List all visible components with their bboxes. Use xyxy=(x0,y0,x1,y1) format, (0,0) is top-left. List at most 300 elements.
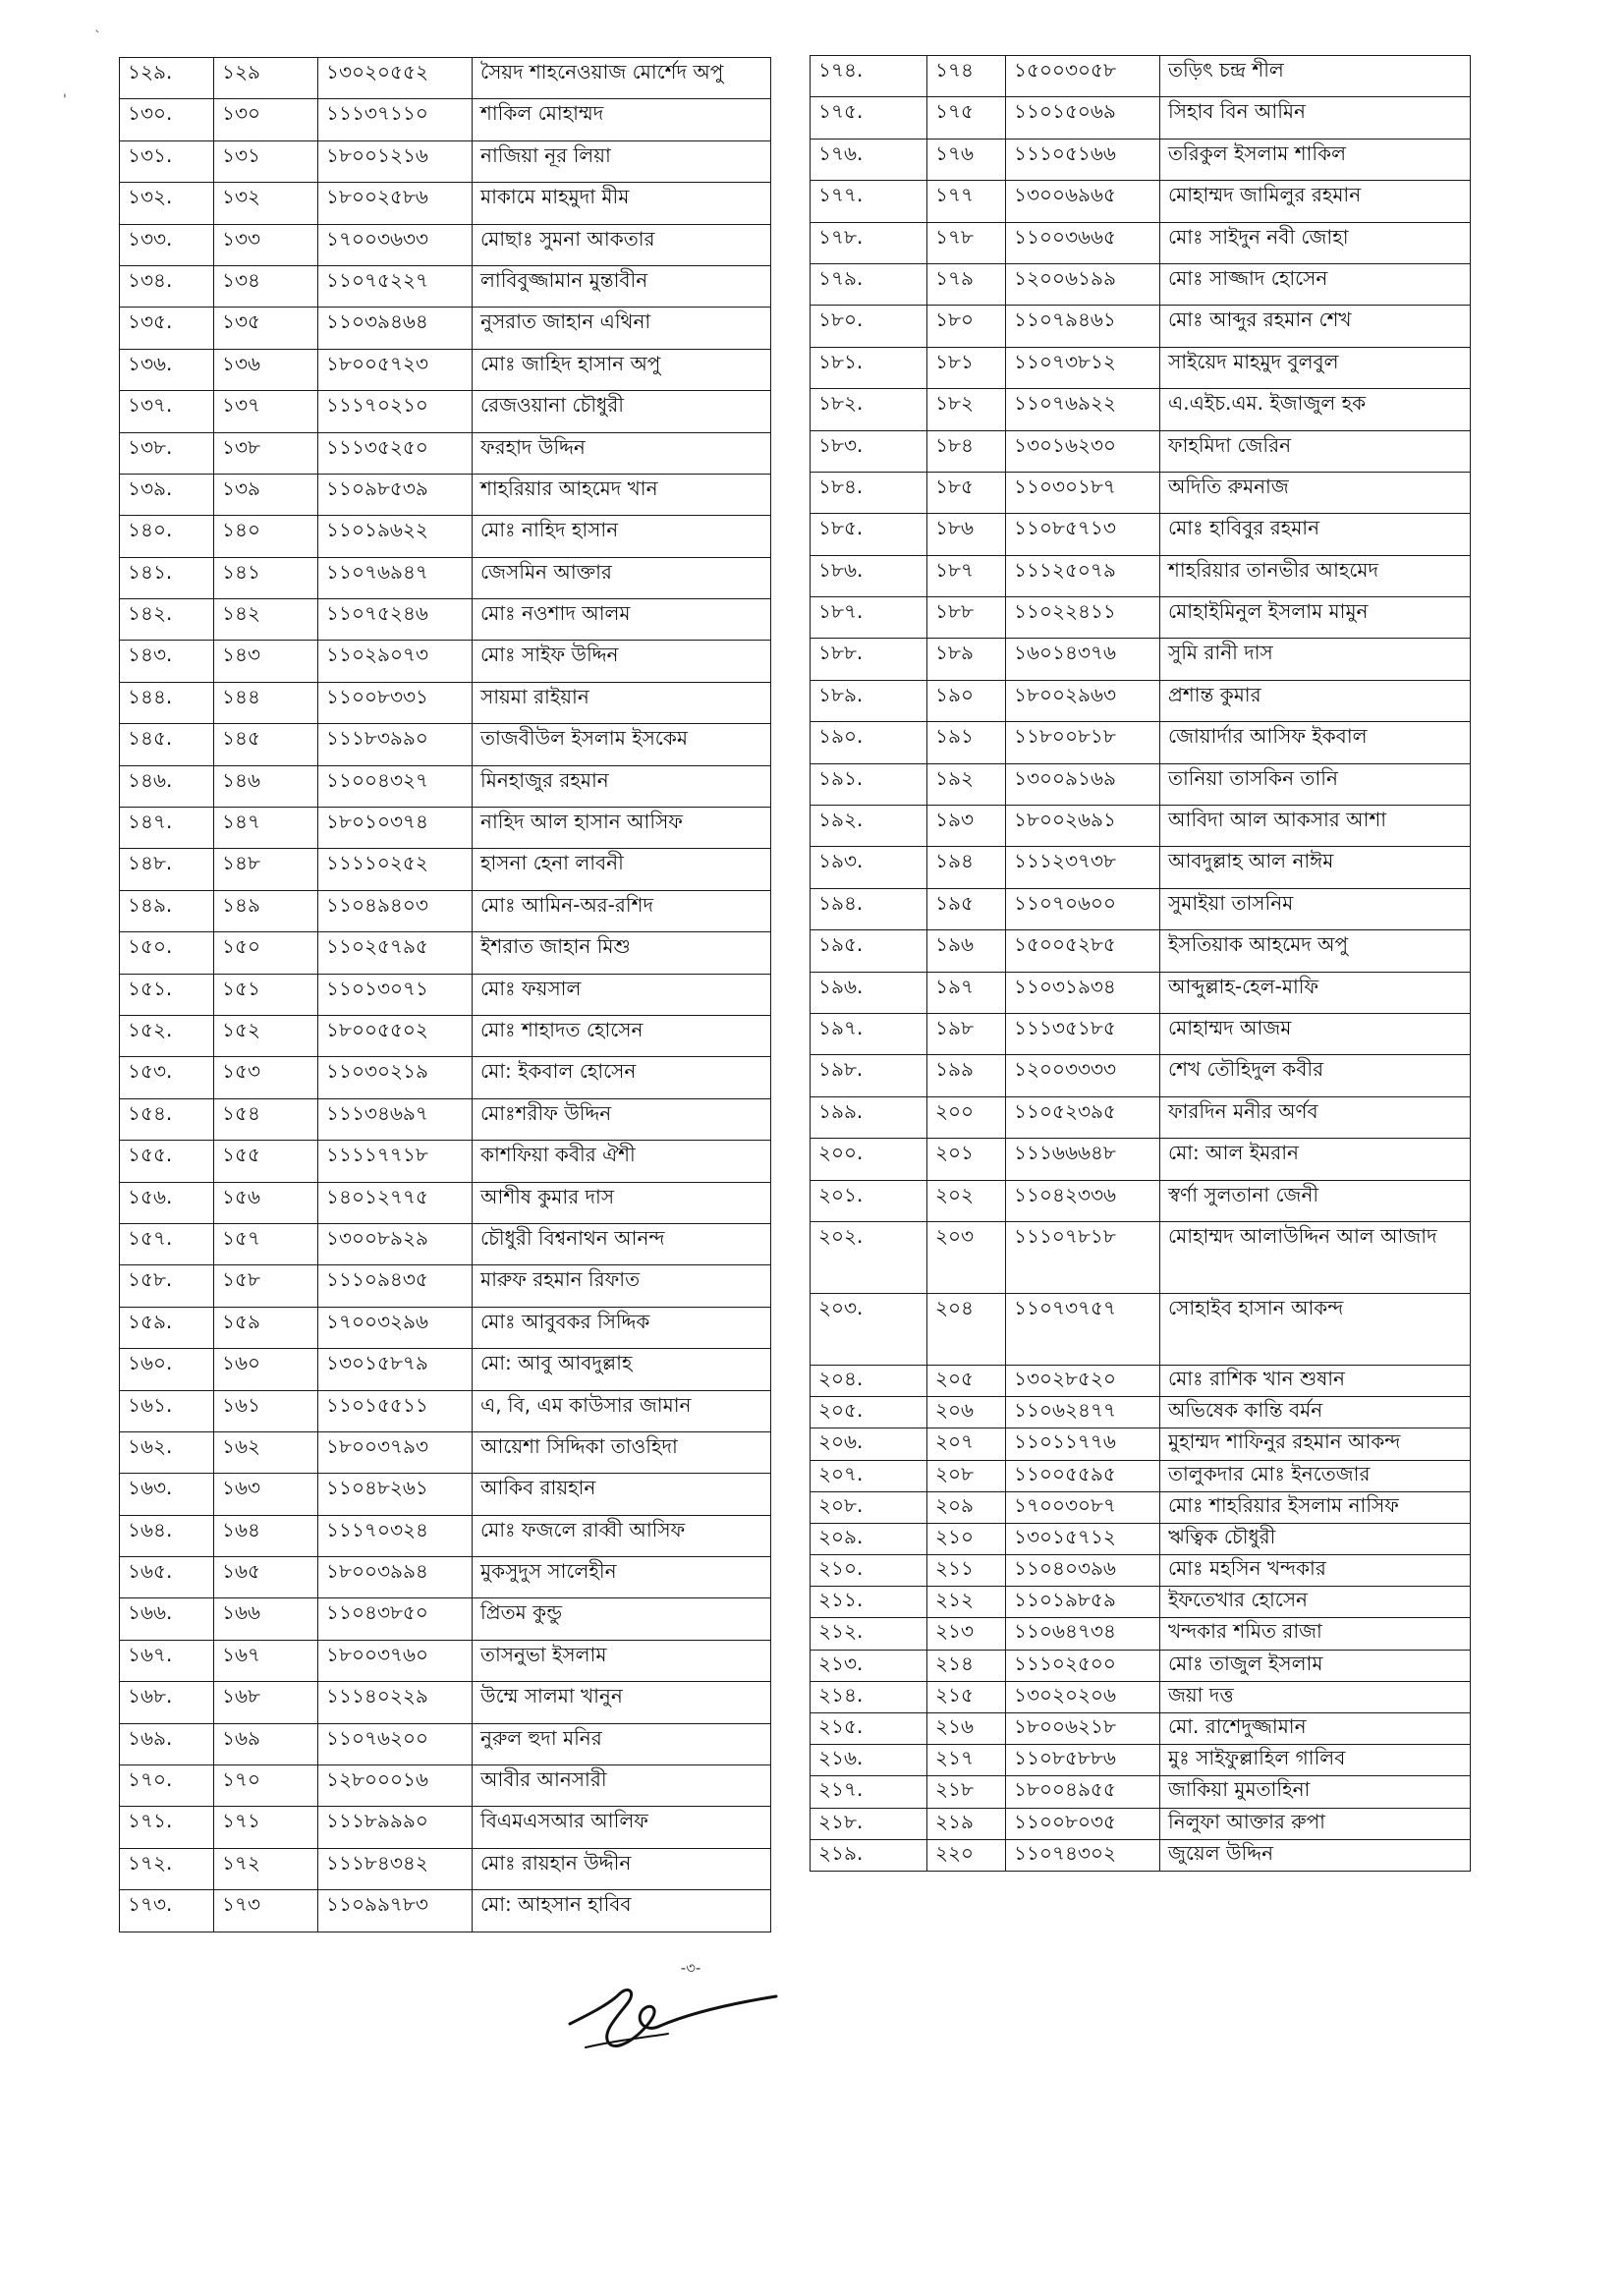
name-cell: শাহরিয়ার আহমেদ খান xyxy=(473,474,771,515)
table-row xyxy=(120,641,771,682)
table-row xyxy=(811,555,1471,596)
roll-cell: ২১১ xyxy=(927,1555,1006,1587)
table-row xyxy=(120,974,771,1015)
name-cell: মাকামে মাহমুদা মীম xyxy=(473,183,771,224)
name-cell: সায়মা রাইয়ান xyxy=(473,682,771,723)
table-row xyxy=(120,1307,771,1348)
serial-cell: ১৮৯. xyxy=(811,680,927,721)
name-cell: এ, বি, এম কাউসার জামান xyxy=(473,1390,771,1431)
table-row xyxy=(120,682,771,723)
name-cell: মো: আহসান হাবিব xyxy=(473,1890,771,1932)
roll-cell: ১৮৪ xyxy=(927,430,1006,472)
name-cell: ফরহাদ উদ্দিন xyxy=(473,432,771,474)
roll-cell: ১৫৭ xyxy=(214,1223,318,1264)
roll-cell: ১৪৫ xyxy=(214,724,318,765)
id-cell: ১১০৭৫২৪৬ xyxy=(318,599,473,641)
roll-cell: ১৯৫ xyxy=(927,888,1006,929)
table-row xyxy=(120,1682,771,1723)
serial-cell: ১৯৮. xyxy=(811,1055,927,1096)
name-cell: তড়িৎ চন্দ্র শীল xyxy=(1160,56,1471,97)
serial-cell: ২০২. xyxy=(811,1221,927,1293)
name-cell: মোহাম্মদ জামিলুর রহমান xyxy=(1160,181,1471,222)
id-cell: ১১০০৮০৩৫ xyxy=(1006,1808,1160,1839)
id-cell: ১১০১৫৫১১ xyxy=(318,1390,473,1431)
serial-cell: ১৭৩. xyxy=(120,1890,214,1932)
roll-cell: ১৩৬ xyxy=(214,349,318,390)
roll-cell: ১৮১ xyxy=(927,347,1006,388)
table-row xyxy=(811,597,1471,639)
name-cell: প্রিতম কুন্ডু xyxy=(473,1598,771,1640)
id-cell: ১১০০৮৩৩১ xyxy=(318,682,473,723)
serial-cell: ১৬৪. xyxy=(120,1515,214,1556)
name-cell: আশীষ কুমার দাস xyxy=(473,1182,771,1223)
name-cell: হাসনা হেনা লাবনী xyxy=(473,849,771,890)
name-cell: বিএমএসআর আলিফ xyxy=(473,1807,771,1848)
name-cell: সোহাইব হাসান আকন্দ xyxy=(1160,1293,1471,1365)
id-cell: ১১০৪০৩৯৬ xyxy=(1006,1555,1160,1587)
serial-cell: ১৯১. xyxy=(811,763,927,805)
name-cell: জেসমিন আক্তার xyxy=(473,557,771,598)
id-cell: ১৩০০৮৯২৯ xyxy=(318,1223,473,1264)
id-cell: ১১১৮৪৩৪২ xyxy=(318,1848,473,1889)
serial-cell: ১৫৭. xyxy=(120,1223,214,1264)
table-row xyxy=(811,514,1471,555)
table-row xyxy=(811,1221,1471,1293)
id-cell: ১১০১৯৬২২ xyxy=(318,516,473,557)
table-row xyxy=(811,1618,1471,1650)
roll-cell: ১৭৭ xyxy=(927,181,1006,222)
id-cell: ১১১০৯৪৩৫ xyxy=(318,1265,473,1307)
roll-cell: ১৩৮ xyxy=(214,432,318,474)
table-row xyxy=(811,1745,1471,1776)
roster-right-body xyxy=(811,56,1471,1872)
id-cell: ১১০৭৪৩০২ xyxy=(1006,1839,1160,1871)
name-cell: ইফতেখার হোসেন xyxy=(1160,1587,1471,1618)
roster-table-right xyxy=(810,55,1471,1872)
serial-cell: ২০৩. xyxy=(811,1293,927,1365)
table-row xyxy=(811,888,1471,929)
table-row xyxy=(120,849,771,890)
serial-cell: ১৩২. xyxy=(120,183,214,224)
id-cell: ১১০৭৬৯৪৭ xyxy=(318,557,473,598)
serial-cell: ১৬৮. xyxy=(120,1682,214,1723)
serial-cell: ১৬০. xyxy=(120,1349,214,1390)
id-cell: ১৫০০৫২৮৫ xyxy=(1006,930,1160,972)
roll-cell: ২০১ xyxy=(927,1139,1006,1180)
name-cell: মোঃ জাহিদ হাসান অপু xyxy=(473,349,771,390)
table-row xyxy=(811,1428,1471,1460)
table-row xyxy=(811,472,1471,513)
serial-cell: ২০৯. xyxy=(811,1523,927,1554)
serial-cell: ১২৯. xyxy=(120,58,214,99)
name-cell: জয়া দত্ত xyxy=(1160,1681,1471,1712)
table-row xyxy=(811,1650,1471,1681)
name-cell: মোঃ আমিন-অর-রশিদ xyxy=(473,890,771,931)
id-cell: ১১১৩৫১৮৫ xyxy=(1006,1013,1160,1054)
id-cell: ১১০৮৫৭১৩ xyxy=(1006,514,1160,555)
serial-cell: ১৪৮. xyxy=(120,849,214,890)
serial-cell: ১৩১. xyxy=(120,140,214,182)
id-cell: ১৮০০১২১৬ xyxy=(318,140,473,182)
serial-cell: ২০১. xyxy=(811,1180,927,1221)
name-cell: অদিতি রুমনাজ xyxy=(1160,472,1471,513)
id-cell: ১১১৩৪৬৯৭ xyxy=(318,1098,473,1140)
table-row xyxy=(120,224,771,265)
table-row xyxy=(811,1180,1471,1221)
table-row xyxy=(811,722,1471,763)
name-cell: আব্দুল্লাহ-হেল-মাফি xyxy=(1160,972,1471,1013)
roll-cell: ২১৬ xyxy=(927,1713,1006,1745)
serial-cell: ২১৬. xyxy=(811,1745,927,1776)
roll-cell: ২০৬ xyxy=(927,1397,1006,1428)
serial-cell: ১৭৭. xyxy=(811,181,927,222)
table-row xyxy=(811,847,1471,888)
table-row xyxy=(811,1681,1471,1712)
id-cell: ১১০৮৫৮৮৬ xyxy=(1006,1745,1160,1776)
name-cell: মোঃ সাইফ উদ্দিন xyxy=(473,641,771,682)
roll-cell: ১৬১ xyxy=(214,1390,318,1431)
serial-cell: ১৮৩. xyxy=(811,430,927,472)
serial-cell: ১৫৬. xyxy=(120,1182,214,1223)
serial-cell: ১৭৬. xyxy=(811,139,927,180)
id-cell: ১৭০০৩৬৩৩ xyxy=(318,224,473,265)
table-row xyxy=(120,1474,771,1515)
table-row xyxy=(120,1515,771,1556)
table-row xyxy=(120,1098,771,1140)
name-cell: সিহাব বিন আমিন xyxy=(1160,97,1471,139)
table-row xyxy=(120,1182,771,1223)
roll-cell: ১৮২ xyxy=(927,389,1006,430)
name-cell: আকিব রায়হান xyxy=(473,1474,771,1515)
table-row xyxy=(811,347,1471,388)
table-row xyxy=(811,639,1471,680)
roll-cell: ১৬৬ xyxy=(214,1598,318,1640)
serial-cell: ১৮০. xyxy=(811,306,927,347)
id-cell: ১৮০০৫৭২৩ xyxy=(318,349,473,390)
signature xyxy=(550,1975,786,2063)
roll-cell: ২১৫ xyxy=(927,1681,1006,1712)
table-row xyxy=(120,474,771,515)
roster-table-left xyxy=(119,57,771,1932)
roll-cell: ১৫৬ xyxy=(214,1182,318,1223)
id-cell: ১১০৭৩৭৫৭ xyxy=(1006,1293,1160,1365)
table-row xyxy=(811,181,1471,222)
serial-cell: ১৬৯. xyxy=(120,1723,214,1764)
roll-cell: ১৮৫ xyxy=(927,472,1006,513)
serial-cell: ২০৬. xyxy=(811,1428,927,1460)
serial-cell: ২১৫. xyxy=(811,1713,927,1745)
name-cell: মো: আবু আবদুল্লাহ xyxy=(473,1349,771,1390)
name-cell: মারুফ রহমান রিফাত xyxy=(473,1265,771,1307)
page-number: -৩- xyxy=(680,1959,701,1977)
id-cell: ১৬০১৪৩৭৬ xyxy=(1006,639,1160,680)
roll-cell: ১৫৩ xyxy=(214,1057,318,1098)
roll-cell: ১৮৬ xyxy=(927,514,1006,555)
serial-cell: ১৪২. xyxy=(120,599,214,641)
name-cell: মিনহাজুর রহমান xyxy=(473,765,771,807)
table-row xyxy=(811,1523,1471,1554)
id-cell: ১১১৩৫২৫০ xyxy=(318,432,473,474)
name-cell: জাকিয়া মুমতাহিনা xyxy=(1160,1776,1471,1808)
serial-cell: ১৮১. xyxy=(811,347,927,388)
roll-cell: ১৬৪ xyxy=(214,1515,318,1556)
id-cell: ১১০২৫৭৯৫ xyxy=(318,932,473,974)
serial-cell: ২১৭. xyxy=(811,1776,927,1808)
serial-cell: ১৯০. xyxy=(811,722,927,763)
roll-cell: ১৯৭ xyxy=(927,972,1006,1013)
serial-cell: ২১৪. xyxy=(811,1681,927,1712)
id-cell: ১৭০০৩০৮৭ xyxy=(1006,1491,1160,1523)
name-cell: সাইয়েদ মাহমুদ বুলবুল xyxy=(1160,347,1471,388)
table-row xyxy=(120,1640,771,1681)
serial-cell: ১৪৬. xyxy=(120,765,214,807)
id-cell: ১১০৪৮২৬১ xyxy=(318,1474,473,1515)
name-cell: আবীর আনসারী xyxy=(473,1765,771,1807)
serial-cell: ১৮৬. xyxy=(811,555,927,596)
id-cell: ১১০১৯৮৫৯ xyxy=(1006,1587,1160,1618)
id-cell: ১১১১৭৭১৮ xyxy=(318,1141,473,1182)
id-cell: ১১০৭৩৮১২ xyxy=(1006,347,1160,388)
table-row xyxy=(811,1096,1471,1138)
id-cell: ১১১২৩৭৩৮ xyxy=(1006,847,1160,888)
name-cell: আবদুল্লাহ আল নাঈম xyxy=(1160,847,1471,888)
serial-cell: ১৯২. xyxy=(811,806,927,847)
serial-cell: ১৬২. xyxy=(120,1431,214,1473)
roll-cell: ১৫১ xyxy=(214,974,318,1015)
id-cell: ১৩০০৬৯৬৫ xyxy=(1006,181,1160,222)
table-row xyxy=(120,1765,771,1807)
name-cell: মোঃ নওশাদ আলম xyxy=(473,599,771,641)
roll-cell: ২১৭ xyxy=(927,1745,1006,1776)
id-cell: ১১০৭০৬০০ xyxy=(1006,888,1160,929)
roll-cell: ১৪৮ xyxy=(214,849,318,890)
id-cell: ১১০৭৬৯২২ xyxy=(1006,389,1160,430)
table-row xyxy=(811,1808,1471,1839)
roll-cell: ১৯৪ xyxy=(927,847,1006,888)
roll-cell: ২১৮ xyxy=(927,1776,1006,1808)
id-cell: ১১১১০২৫২ xyxy=(318,849,473,890)
roll-cell: ১৮৯ xyxy=(927,639,1006,680)
serial-cell: ২১৮. xyxy=(811,1808,927,1839)
serial-cell: ১৩৪. xyxy=(120,265,214,307)
id-cell: ১১০১১৭৭৬ xyxy=(1006,1428,1160,1460)
name-cell: এ.এইচ.এম. ইজাজুল হক xyxy=(1160,389,1471,430)
name-cell: মোঃ তাজুল ইসলাম xyxy=(1160,1650,1471,1681)
table-row xyxy=(120,1015,771,1056)
roll-cell: ১৫৮ xyxy=(214,1265,318,1307)
serial-cell: ২১৯. xyxy=(811,1839,927,1871)
serial-cell: ১৬৬. xyxy=(120,1598,214,1640)
table-row xyxy=(811,1293,1471,1365)
name-cell: চৌধুরী বিশ্বনাথন আনন্দ xyxy=(473,1223,771,1264)
id-cell: ১১০৪৩৮৫০ xyxy=(318,1598,473,1640)
roll-cell: ১৮০ xyxy=(927,306,1006,347)
table-row xyxy=(120,1390,771,1431)
roll-cell: ২০০ xyxy=(927,1096,1006,1138)
roll-cell: ১৬৫ xyxy=(214,1557,318,1598)
id-cell: ১১০০৫৫৯৫ xyxy=(1006,1460,1160,1491)
serial-cell: ১৯৯. xyxy=(811,1096,927,1138)
table-row xyxy=(811,1460,1471,1491)
id-cell: ১১০৩৯৪৬৪ xyxy=(318,308,473,349)
id-cell: ১১১৮৩৯৯০ xyxy=(318,724,473,765)
table-row xyxy=(120,1557,771,1598)
table-row xyxy=(120,99,771,140)
serial-cell: ১৭৮. xyxy=(811,222,927,263)
name-cell: তালুকদার মোঃ ইনতেজার xyxy=(1160,1460,1471,1491)
id-cell: ১১০১৫০৬৯ xyxy=(1006,97,1160,139)
name-cell: নাজিয়া নূর লিয়া xyxy=(473,140,771,182)
roll-cell: ১৭৯ xyxy=(927,263,1006,305)
table-row xyxy=(120,1223,771,1264)
table-row xyxy=(811,139,1471,180)
table-row xyxy=(120,432,771,474)
name-cell: শাহরিয়ার তানভীর আহমেদ xyxy=(1160,555,1471,596)
id-cell: ১১১০২৫০০ xyxy=(1006,1650,1160,1681)
name-cell: তরিকুল ইসলাম শাকিল xyxy=(1160,139,1471,180)
name-cell: মোহাইমিনুল ইসলাম মামুন xyxy=(1160,597,1471,639)
serial-cell: ১৫৯. xyxy=(120,1307,214,1348)
roll-cell: ২১৯ xyxy=(927,1808,1006,1839)
table-row xyxy=(120,1431,771,1473)
roll-cell: ১৬২ xyxy=(214,1431,318,1473)
roll-cell: ২০৮ xyxy=(927,1460,1006,1491)
roll-cell: ১৭৬ xyxy=(927,139,1006,180)
roll-cell: ২১২ xyxy=(927,1587,1006,1618)
serial-cell: ২০৪. xyxy=(811,1365,927,1396)
id-cell: ১১১৭০৩২৪ xyxy=(318,1515,473,1556)
table-row xyxy=(811,1365,1471,1396)
table-row xyxy=(120,765,771,807)
id-cell: ১১১০৫১৬৬ xyxy=(1006,139,1160,180)
name-cell: তানিয়া তাসকিন তানি xyxy=(1160,763,1471,805)
serial-cell: ২০০. xyxy=(811,1139,927,1180)
serial-cell: ২০৫. xyxy=(811,1397,927,1428)
id-cell: ১৮০০৫৫০২ xyxy=(318,1015,473,1056)
table-row xyxy=(120,1349,771,1390)
name-cell: মোঃ সাইদুন নবী জোহা xyxy=(1160,222,1471,263)
name-cell: অভিষেক কান্তি বর্মন xyxy=(1160,1397,1471,1428)
name-cell: মো: আল ইমরান xyxy=(1160,1139,1471,1180)
roll-cell: ১৪৬ xyxy=(214,765,318,807)
table-row xyxy=(120,1057,771,1098)
name-cell: মোহাম্মদ আলাউদ্দিন আল আজাদ xyxy=(1160,1221,1471,1293)
roll-cell: ১৩৭ xyxy=(214,391,318,432)
serial-cell: ১৯৩. xyxy=(811,847,927,888)
roll-cell: ১৯২ xyxy=(927,763,1006,805)
table-row xyxy=(120,58,771,99)
id-cell: ১৮০০৩৭৬০ xyxy=(318,1640,473,1681)
roll-cell: ১৪১ xyxy=(214,557,318,598)
serial-cell: ১৩৭. xyxy=(120,391,214,432)
serial-cell: ১৭৯. xyxy=(811,263,927,305)
table-row xyxy=(120,599,771,641)
roll-cell: ১৪৯ xyxy=(214,890,318,931)
table-row xyxy=(120,1890,771,1932)
id-cell: ১৮০০৪৯৫৫ xyxy=(1006,1776,1160,1808)
table-row xyxy=(811,1587,1471,1618)
id-cell: ১১০৩১৯৩৪ xyxy=(1006,972,1160,1013)
name-cell: ঋত্বিক চৌধুরী xyxy=(1160,1523,1471,1554)
id-cell: ১১০২৯০৭৩ xyxy=(318,641,473,682)
name-cell: ইশরাত জাহান মিশু xyxy=(473,932,771,974)
id-cell: ১১১৮৯৯৯০ xyxy=(318,1807,473,1848)
roll-cell: ১৯৯ xyxy=(927,1055,1006,1096)
id-cell: ১১০১৩০৭১ xyxy=(318,974,473,1015)
serial-cell: ১৪১. xyxy=(120,557,214,598)
table-row xyxy=(120,890,771,931)
table-row xyxy=(811,222,1471,263)
roll-cell: ২০২ xyxy=(927,1180,1006,1221)
roll-cell: ১৯১ xyxy=(927,722,1006,763)
id-cell: ১১১২৫০৭৯ xyxy=(1006,555,1160,596)
serial-cell: ২১৩. xyxy=(811,1650,927,1681)
id-cell: ১১০৩০২১৯ xyxy=(318,1057,473,1098)
name-cell: মোঃ মহসিন খন্দকার xyxy=(1160,1555,1471,1587)
serial-cell: ২০৭. xyxy=(811,1460,927,1491)
serial-cell: ১৪০. xyxy=(120,516,214,557)
serial-cell: ১৩৬. xyxy=(120,349,214,390)
serial-cell: ১৫৫. xyxy=(120,1141,214,1182)
name-cell: নুরুল হুদা মনির xyxy=(473,1723,771,1764)
id-cell: ১৪০১২৭৭৫ xyxy=(318,1182,473,1223)
roll-cell: ১৪৪ xyxy=(214,682,318,723)
serial-cell: ১৪৩. xyxy=(120,641,214,682)
serial-cell: ১৩০. xyxy=(120,99,214,140)
table-row xyxy=(811,97,1471,139)
name-cell: নিলুফা আক্তার রুপা xyxy=(1160,1808,1471,1839)
id-cell: ১১০৫২৩৯৫ xyxy=(1006,1096,1160,1138)
serial-cell: ১৫২. xyxy=(120,1015,214,1056)
serial-cell: ১৮৪. xyxy=(811,472,927,513)
roll-cell: ১৩৪ xyxy=(214,265,318,307)
table-row xyxy=(811,1139,1471,1180)
id-cell: ১১০৪৯৪০৩ xyxy=(318,890,473,931)
name-cell: মোঃ শাহরিয়ার ইসলাম নাসিফ xyxy=(1160,1491,1471,1523)
name-cell: খন্দকার শমিত রাজা xyxy=(1160,1618,1471,1650)
serial-cell: ১৯৫. xyxy=(811,930,927,972)
serial-cell: ২১০. xyxy=(811,1555,927,1587)
roll-cell: ১৫৯ xyxy=(214,1307,318,1348)
table-row xyxy=(811,763,1471,805)
id-cell: ১৩০২০৫৫২ xyxy=(318,58,473,99)
serial-cell: ১৫৮. xyxy=(120,1265,214,1307)
id-cell: ১৭০০৩২৯৬ xyxy=(318,1307,473,1348)
name-cell: আয়েশা সিদ্দিকা তাওহিদা xyxy=(473,1431,771,1473)
table-row xyxy=(120,1141,771,1182)
roll-cell: ১৭২ xyxy=(214,1848,318,1889)
table-row xyxy=(120,391,771,432)
table-row xyxy=(811,389,1471,430)
id-cell: ১১৮০০৮১৮ xyxy=(1006,722,1160,763)
name-cell: মো. রাশেদুজ্জামান xyxy=(1160,1713,1471,1745)
table-row xyxy=(811,972,1471,1013)
id-cell: ১৩০২০২০৬ xyxy=(1006,1681,1160,1712)
id-cell: ১১০৯৯৭৮৩ xyxy=(318,1890,473,1932)
id-cell: ১১০০৩৬৬৫ xyxy=(1006,222,1160,263)
id-cell: ১১০৭৬২০০ xyxy=(318,1723,473,1764)
roll-cell: ২১৪ xyxy=(927,1650,1006,1681)
name-cell: ফাহমিদা জেরিন xyxy=(1160,430,1471,472)
id-cell: ১৩০২৮৫২০ xyxy=(1006,1365,1160,1396)
serial-cell: ১৮৭. xyxy=(811,597,927,639)
serial-cell: ১৬৭. xyxy=(120,1640,214,1681)
roll-cell: ১৭৩ xyxy=(214,1890,318,1932)
name-cell: তাসনুভা ইসলাম xyxy=(473,1640,771,1681)
table-row xyxy=(120,724,771,765)
name-cell: শেখ তৌহিদুল কবীর xyxy=(1160,1055,1471,1096)
roll-cell: ১৫০ xyxy=(214,932,318,974)
